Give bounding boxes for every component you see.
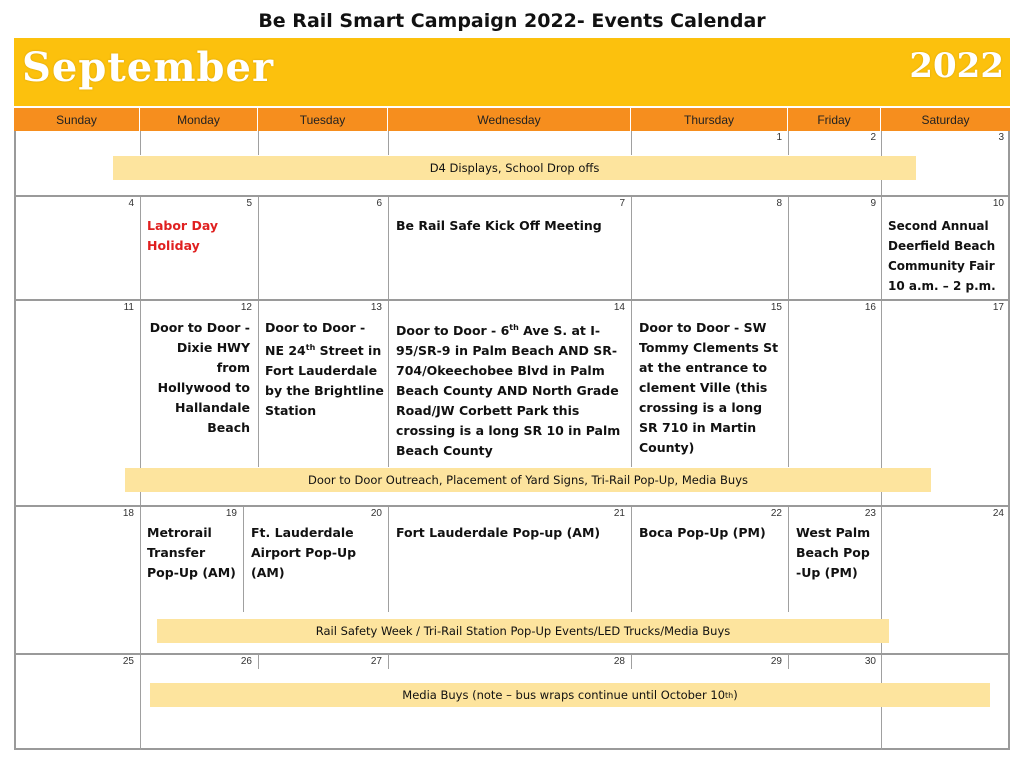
column-divider bbox=[881, 197, 882, 299]
date-number: 11 bbox=[123, 302, 134, 313]
column-divider bbox=[140, 507, 141, 653]
event-emphasis: AND bbox=[497, 383, 528, 399]
column-divider bbox=[788, 197, 789, 299]
event-text: Door to Door - NE 24 bbox=[265, 320, 366, 359]
date-number: 17 bbox=[992, 302, 1004, 313]
event-sep-21: Fort Lauderdale Pop-up (AM) bbox=[396, 525, 601, 540]
date-number: 19 bbox=[225, 508, 237, 519]
event-sep-20: Ft. Lauderdale Airport Pop-Up (AM) bbox=[251, 525, 357, 580]
day-header-saturday: Saturday bbox=[881, 108, 1010, 131]
date-number: 23 bbox=[864, 508, 876, 519]
week-divider bbox=[14, 653, 1010, 655]
day-header-thursday: Thursday bbox=[631, 108, 788, 131]
column-divider bbox=[388, 301, 389, 467]
column-divider bbox=[140, 655, 141, 750]
date-number: 1 bbox=[776, 132, 782, 143]
event-text: Door to Door - 6 bbox=[396, 323, 510, 339]
date-number: 9 bbox=[870, 198, 876, 209]
event-bar-text: Media Buys (note – bus wraps continue until October 10 bbox=[402, 688, 726, 702]
column-divider bbox=[788, 301, 789, 467]
event-sep-13 bbox=[265, 318, 385, 421]
event-sep-15: Door to Door - SW Tommy Clements St at the entrance to clement Ville (this crossing is a long SR 710 in Martin County) bbox=[639, 320, 779, 455]
date-number: 20 bbox=[370, 508, 382, 519]
column-divider bbox=[388, 131, 389, 155]
date-number: 18 bbox=[122, 508, 134, 519]
date-number: 29 bbox=[770, 656, 782, 667]
superscript: th bbox=[725, 690, 734, 700]
event-emphasis: AND bbox=[558, 343, 589, 359]
date-number: 16 bbox=[864, 302, 876, 313]
column-divider bbox=[631, 131, 632, 155]
column-divider bbox=[388, 197, 389, 299]
date-number: 4 bbox=[128, 198, 134, 209]
date-number: 15 bbox=[770, 302, 782, 313]
event-sep-22: Boca Pop-Up (PM) bbox=[639, 525, 766, 540]
date-number: 25 bbox=[122, 656, 134, 667]
event-sep-19: Metrorail Transfer Pop-Up (AM) bbox=[147, 525, 236, 580]
column-divider bbox=[631, 507, 632, 612]
column-divider bbox=[258, 131, 259, 155]
column-divider bbox=[140, 131, 141, 155]
day-header-wednesday: Wednesday bbox=[388, 108, 631, 131]
event-bar-week4: Rail Safety Week / Tri-Rail Station Pop-Up Events/LED Trucks/Media Buys bbox=[157, 619, 889, 643]
date-number: 7 bbox=[619, 198, 625, 209]
date-number: 5 bbox=[246, 198, 252, 209]
date-number: 27 bbox=[370, 656, 382, 667]
year-label: 2022 bbox=[909, 46, 1004, 86]
day-header-tuesday: Tuesday bbox=[258, 108, 388, 131]
event-text: SR-704/Okeechobee Blvd in Palm Beach County bbox=[396, 343, 618, 399]
date-number: 28 bbox=[613, 656, 625, 667]
column-divider bbox=[631, 301, 632, 467]
column-divider bbox=[631, 197, 632, 299]
column-divider bbox=[631, 655, 632, 669]
column-divider bbox=[788, 507, 789, 612]
date-number: 6 bbox=[376, 198, 382, 209]
date-number: 22 bbox=[770, 508, 782, 519]
date-number: 14 bbox=[613, 302, 625, 313]
superscript: th bbox=[509, 323, 519, 332]
column-divider bbox=[243, 507, 244, 612]
column-divider bbox=[788, 655, 789, 669]
column-divider bbox=[258, 301, 259, 467]
date-number: 3 bbox=[998, 132, 1004, 143]
day-header-monday: Monday bbox=[140, 108, 258, 131]
date-number: 21 bbox=[613, 508, 625, 519]
column-divider bbox=[388, 655, 389, 669]
event-bar-week5 bbox=[150, 683, 990, 707]
column-divider bbox=[788, 131, 789, 155]
column-divider bbox=[258, 197, 259, 299]
week-divider bbox=[14, 505, 1010, 507]
event-labor-day: Labor Day Holiday bbox=[147, 218, 219, 253]
date-number: 26 bbox=[240, 656, 252, 667]
event-text: Street in Fort Lauderdale by the Brightline Station bbox=[265, 343, 384, 419]
date-number: 12 bbox=[240, 302, 252, 313]
column-divider bbox=[388, 507, 389, 612]
event-sep-12: Door to Door - Dixie HWY from Hollywood to Hallandale Beach bbox=[149, 320, 250, 435]
date-number: 30 bbox=[864, 656, 876, 667]
event-kickoff-meeting: Be Rail Safe Kick Off Meeting bbox=[396, 218, 602, 233]
day-header-friday: Friday bbox=[788, 108, 881, 131]
column-divider bbox=[258, 655, 259, 669]
week-divider bbox=[14, 299, 1010, 301]
column-divider bbox=[140, 197, 141, 299]
event-bar-week1: D4 Displays, School Drop offs bbox=[113, 156, 916, 180]
event-community-fair: Second Annual Deerfield Beach Community Fair 10 a.m. – 2 p.m. bbox=[888, 219, 996, 293]
page-title: Be Rail Smart Campaign 2022- Events Calendar bbox=[258, 10, 766, 32]
month-name: September bbox=[22, 44, 275, 91]
event-bar-week3: Door to Door Outreach, Placement of Yard Signs, Tri-Rail Pop-Up, Media Buys bbox=[125, 468, 931, 492]
event-bar-text: ) bbox=[733, 688, 738, 702]
event-text: North Grade Road/JW Corbett Park this crossing is a long SR 10 in Palm Beach County bbox=[396, 383, 621, 459]
event-sep-23: West Palm Beach Pop -Up (PM) bbox=[796, 525, 871, 580]
event-sep-14 bbox=[396, 318, 626, 461]
event-text: Ave S. at I-95/SR-9 in Palm Beach bbox=[396, 323, 601, 359]
superscript: th bbox=[305, 343, 316, 352]
day-header-sunday: Sunday bbox=[14, 108, 140, 131]
date-number: 24 bbox=[992, 508, 1004, 519]
week-divider bbox=[14, 195, 1010, 197]
date-number: 2 bbox=[870, 132, 876, 143]
date-number: 13 bbox=[370, 302, 382, 313]
date-number: 10 bbox=[992, 198, 1004, 209]
date-number: 8 bbox=[776, 198, 782, 209]
